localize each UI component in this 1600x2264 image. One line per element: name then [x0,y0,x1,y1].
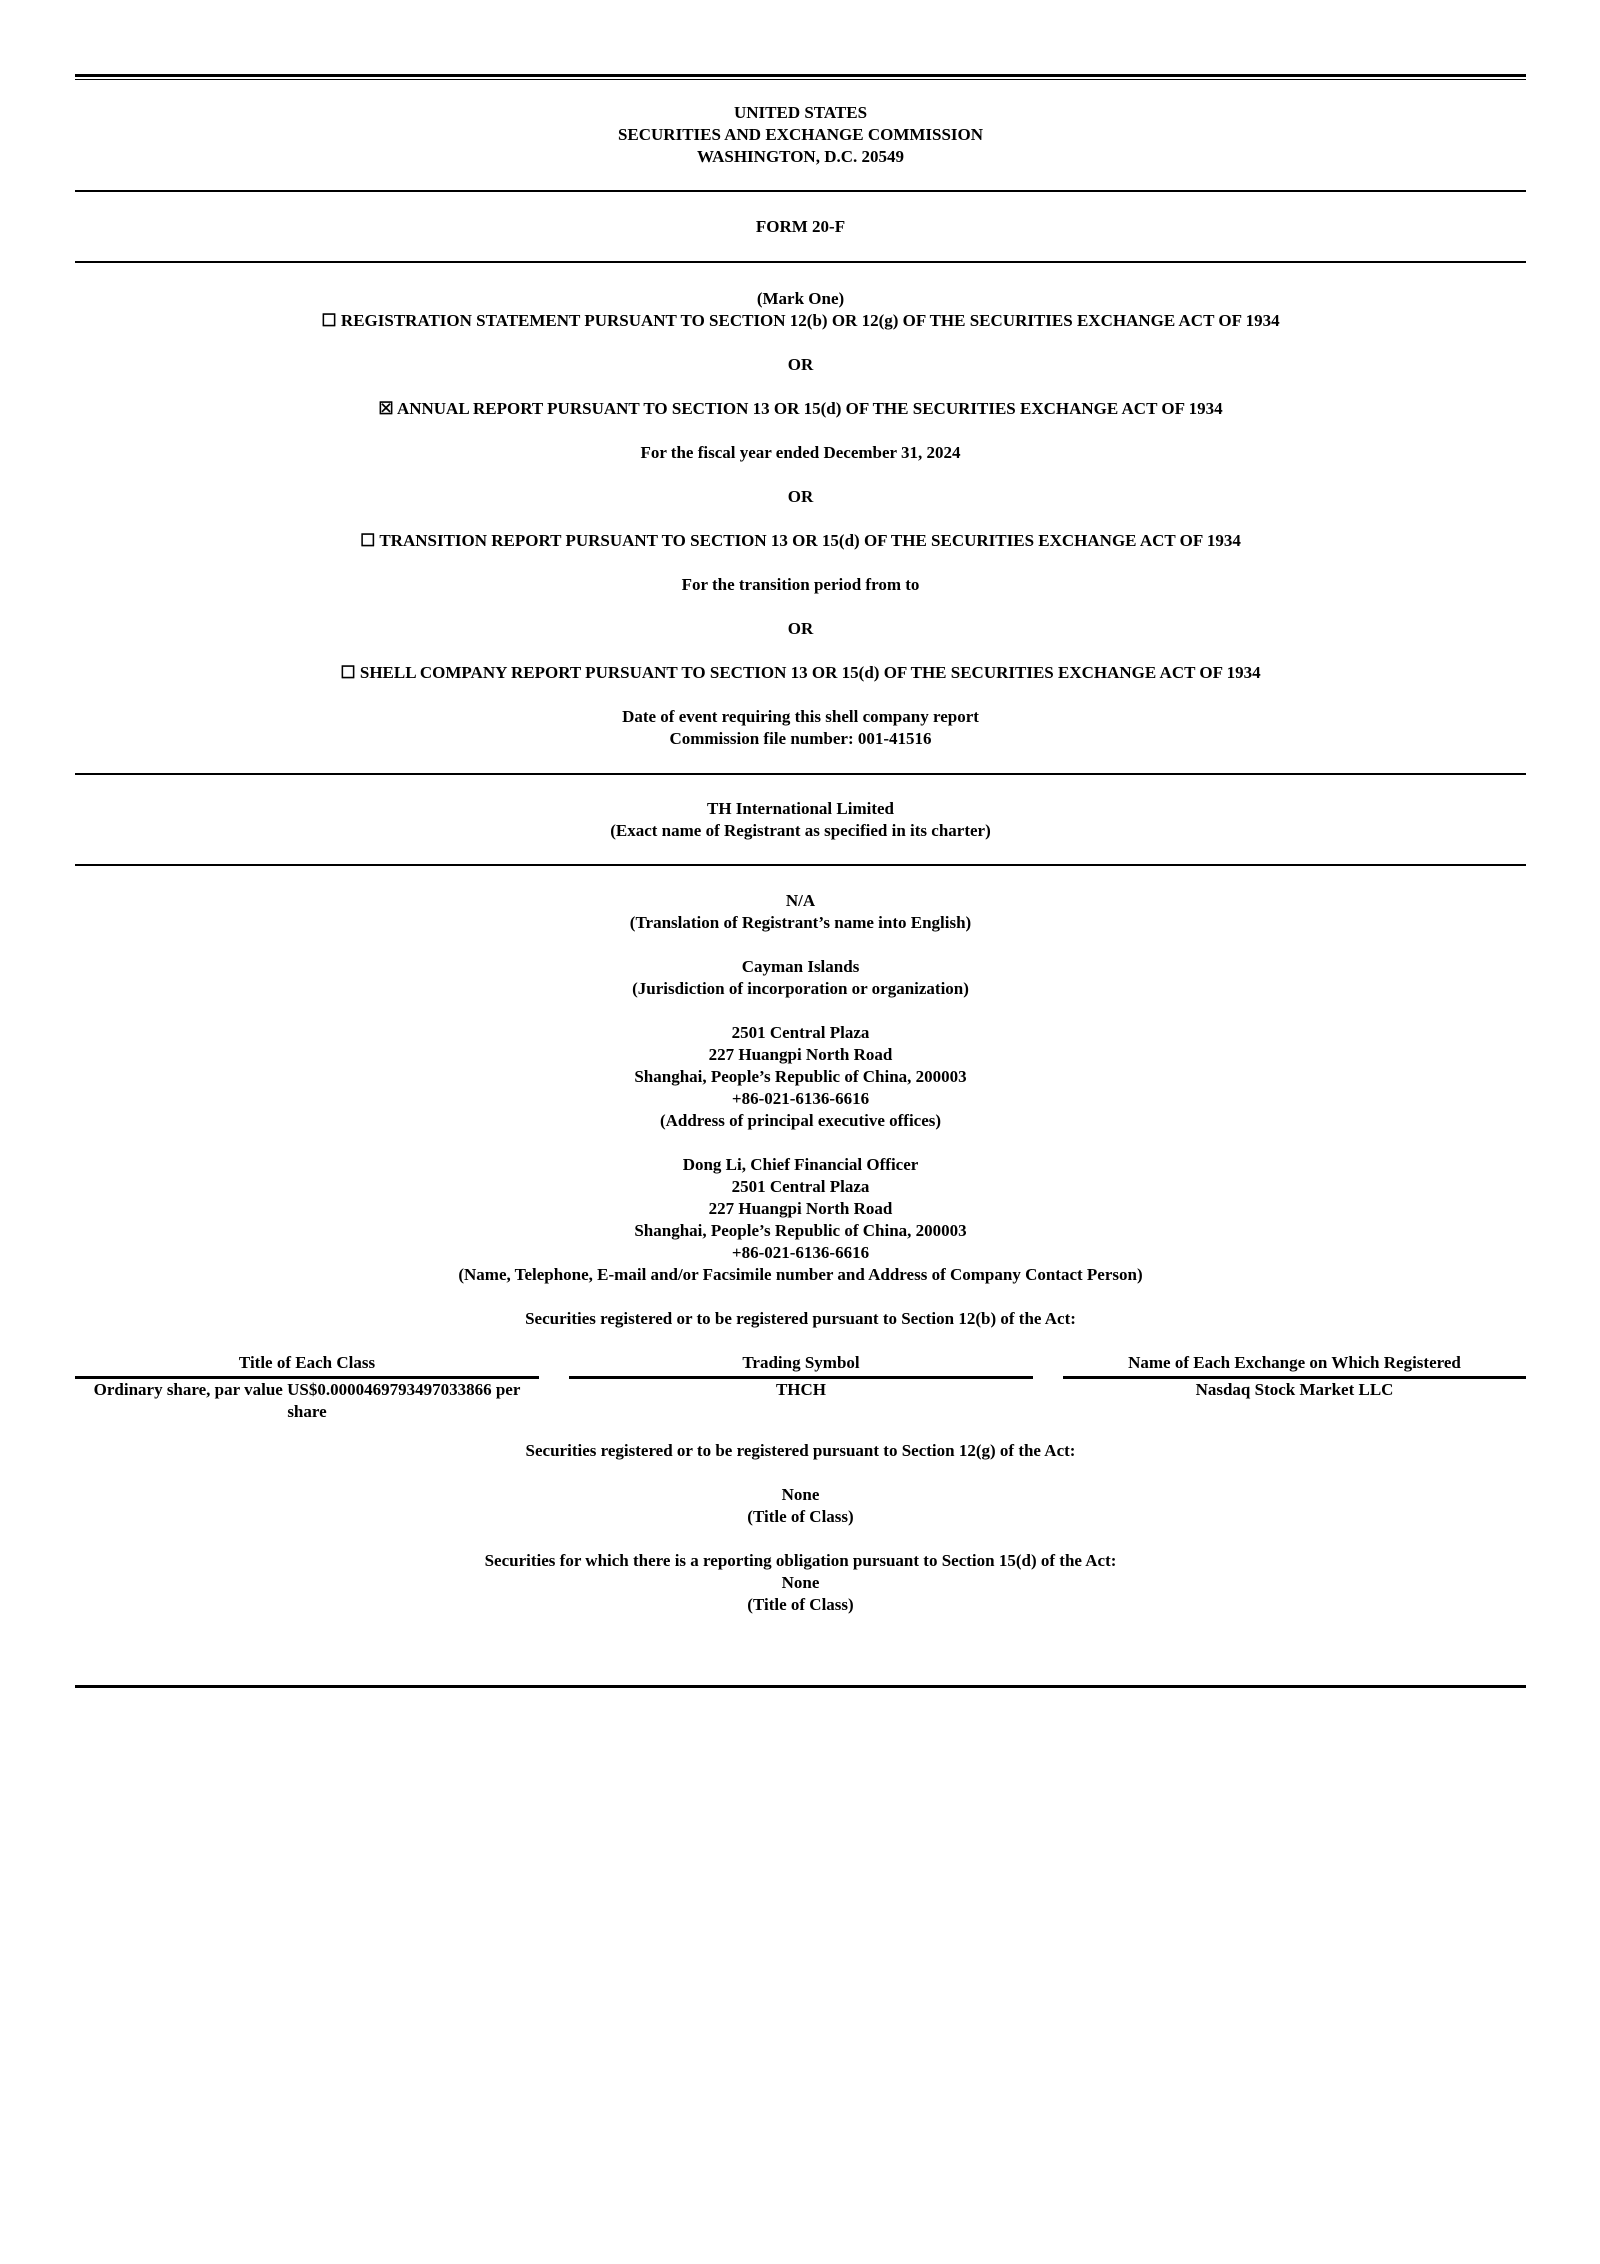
form-title [75,216,1526,238]
contact-person: Dong Li, Chief Financial Officer [682,1155,919,1174]
securities-12g-caption: (Title of Class) [747,1507,854,1526]
securities-15d-heading: Securities for which there is a reporting obligation pursuant to Section 15(d) of the Act: [484,1551,1117,1570]
transition-report-option [75,530,1526,552]
address-phone: +86-021-6136-6616 [731,1089,870,1108]
securities-12g-value: None [781,1485,820,1504]
or-separator-3 [75,618,1526,640]
shell-company-label: SHELL COMPANY REPORT PURSUANT TO SECTION 13 OR 15(d) OF THE SECURITIES EXCHANGE ACT OF 1934 [359,663,1261,682]
checkbox-unchecked-icon: ☐ [360,531,376,550]
securities-12b-heading-text: Securities registered or to be registered pursuant to Section 12(b) of the Act: [525,1309,1076,1328]
form-title-text: FORM 20-F [755,217,846,236]
checkbox-unchecked-icon: ☐ [340,663,356,682]
address-block [75,1022,1526,1132]
divider-4 [75,864,1526,866]
securities-12g-heading: Securities registered or to be registered pursuant to Section 12(g) of the Act: [525,1441,1076,1460]
registrant-name: TH International Limited [706,799,894,818]
cell-title-of-class: Ordinary share, par value US$0.00004697934970338​66 per share [93,1380,521,1421]
transition-period-text: For the transition period from to [681,575,920,594]
annual-report-option [75,398,1526,420]
jurisdiction-value: Cayman Islands [741,957,860,976]
bottom-rule [75,1685,1526,1688]
mark-one-section [75,288,1526,332]
shell-details [75,706,1526,750]
annual-report-label: ANNUAL REPORT PURSUANT TO SECTION 13 OR 15(d) OF THE SECURITIES EXCHANGE ACT OF 1934 [396,399,1223,418]
divider-1 [75,190,1526,192]
transition-report-label: TRANSITION REPORT PURSUANT TO SECTION 13 OR 15(d) OF THE SECURITIES EXCHANGE ACT OF 1934 [379,531,1241,550]
or-separator-1 [75,354,1526,376]
securities-12b-heading [75,1308,1526,1330]
checkbox-unchecked-icon: ☐ [321,311,337,330]
top-double-rule [75,74,1526,77]
address-line: 227 Huangpi North Road [708,1045,893,1064]
translation-caption: (Translation of Registrant’s name into English) [629,913,972,932]
registration-statement-option [75,310,1526,332]
column-exchange [1063,1352,1526,1401]
securities-15d-block [75,1550,1526,1616]
top-double-rule-thin [75,79,1526,80]
column-trading-symbol [569,1352,1033,1401]
or-separator-2 [75,486,1526,508]
jurisdiction-block [75,956,1526,1000]
divider-3 [75,773,1526,775]
mark-one-label: (Mark One) [756,289,845,308]
address-caption: (Address of principal executive offices) [659,1111,942,1130]
contact-phone: +86-021-6136-6616 [731,1243,870,1262]
column-header-exchange: Name of Each Exchange on Which Registered [1063,1352,1526,1379]
contact-address-line: 227 Huangpi North Road [708,1199,893,1218]
registrant-name-block [75,798,1526,842]
shell-company-option [75,662,1526,684]
jurisdiction-caption: (Jurisdiction of incorporation or organization) [632,979,969,998]
fiscal-year-line [75,442,1526,464]
translation-block [75,890,1526,934]
header-line-1: UNITED STATES [733,103,868,122]
cell-exchange: Nasdaq Stock Market LLC [1195,1380,1394,1399]
or-text-1: OR [787,355,814,374]
contact-block [75,1154,1526,1286]
securities-15d-value: None [781,1573,820,1592]
commission-file-number: Commission file number: 001-41516 [669,729,932,748]
header-line-3: WASHINGTON, D.C. 20549 [696,147,905,166]
column-title-of-class [75,1352,539,1423]
contact-caption: (Name, Telephone, E-mail and/or Facsimile number and Address of Company Contact Person) [458,1265,1143,1284]
transition-period-line [75,574,1526,596]
or-text-2: OR [787,487,814,506]
fiscal-year-text: For the fiscal year ended December 31, 2024 [640,443,961,462]
checkbox-checked-icon: ☒ [378,399,394,418]
address-line: Shanghai, People’s Republic of China, 200003 [634,1067,967,1086]
registrant-name-caption: (Exact name of Registrant as specified in its charter) [610,821,991,840]
agency-header [75,102,1526,168]
translation-value: N/A [785,891,816,910]
securities-15d-caption: (Title of Class) [747,1595,854,1614]
address-line: 2501 Central Plaza [731,1023,870,1042]
column-header-title-of-class: Title of Each Class [75,1352,539,1379]
contact-address-line: Shanghai, People’s Republic of China, 200003 [634,1221,967,1240]
securities-12g-block [75,1440,1526,1528]
contact-address-line: 2501 Central Plaza [731,1177,870,1196]
header-line-2: SECURITIES AND EXCHANGE COMMISSION [617,125,984,144]
divider-2 [75,261,1526,263]
column-header-trading-symbol: Trading Symbol [569,1352,1033,1379]
or-text-3: OR [787,619,814,638]
registration-statement-label: REGISTRATION STATEMENT PURSUANT TO SECTION 12(b) OR 12(g) OF THE SECURITIES EXCHANGE ACT OF 1934 [340,311,1280,330]
shell-event-date: Date of event requiring this shell company report [622,707,979,726]
cell-trading-symbol: THCH [775,1380,827,1399]
